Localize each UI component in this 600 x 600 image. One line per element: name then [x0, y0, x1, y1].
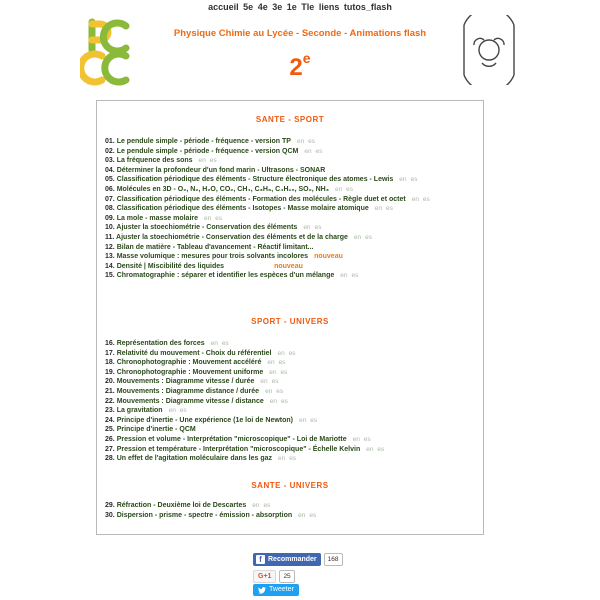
lang-link-en[interactable]: en — [411, 195, 419, 203]
lang-link-es[interactable]: es — [314, 224, 322, 232]
lang-link-en[interactable]: en — [299, 416, 307, 424]
list-item[interactable]: 02. Le pendule simple - période - fréquence - version QCM en es — [105, 147, 323, 155]
activity-link[interactable]: Représentation des forces — [116, 340, 205, 347]
new-badge: nouveau — [274, 262, 303, 270]
grade-heading: 2e — [289, 50, 311, 81]
list-item[interactable]: 22. Mouvements : Diagramme vitesse / distance en es — [105, 397, 288, 405]
lang-link-en[interactable]: en — [278, 455, 286, 463]
lang-link-en[interactable]: en — [260, 378, 268, 386]
activity-link[interactable]: Bilan de matière - Tableau d'avancement - Réactif limitant... — [116, 243, 314, 251]
activity-link[interactable]: Classification périodique des éléments - Isotopes - Masse molaire atomique — [116, 205, 369, 213]
activity-link[interactable]: Densité | Miscibilité des liquides — [116, 262, 225, 270]
lang-link-en[interactable]: en — [340, 272, 348, 280]
activity-link[interactable]: Classification périodique des éléments - Structure électronique des atomes - Lewis — [116, 176, 394, 184]
lang-link-en[interactable]: en — [366, 445, 374, 453]
lang-link-es[interactable]: es — [309, 511, 317, 519]
facebook-recommend-widget — [253, 552, 343, 566]
lang-link-es[interactable]: es — [289, 455, 297, 463]
lang-link-es[interactable]: es — [280, 368, 288, 376]
list-item[interactable]: 15. Chromatographie : séparer et identifier les espèces d'un mélange en es — [105, 272, 359, 280]
list-item[interactable]: 12. Bilan de matière - Tableau d'avancement - Réactif limitant... — [105, 243, 314, 251]
nav-link-liens[interactable]: liens — [318, 2, 340, 12]
lang-link-en[interactable]: en — [210, 340, 218, 347]
activity-link[interactable]: Le pendule simple - période - fréquence - version TP — [116, 138, 291, 145]
list-item[interactable]: 14. Densité | Miscibilité des liquides nouveau — [105, 262, 303, 270]
activity-list-sante-univers — [105, 501, 485, 520]
lang-link-en[interactable]: en — [353, 233, 362, 241]
lang-link-en[interactable]: en — [352, 435, 360, 443]
lang-link-es[interactable]: es — [365, 233, 372, 241]
activity-link[interactable]: Pression et volume - Interprétation "microscopique" - Loi de Mariotte — [116, 435, 347, 443]
lang-link-es[interactable]: es — [315, 147, 323, 155]
lang-link-en[interactable]: en — [204, 214, 212, 222]
new-badge: nouveau — [314, 253, 343, 261]
activity-link[interactable]: Mouvements : Diagramme distance / durée — [116, 387, 260, 395]
lang-link-es[interactable]: es — [221, 340, 229, 347]
activity-list-sport-univers — [105, 339, 485, 464]
lang-link-en[interactable]: en — [303, 224, 311, 232]
list-item[interactable]: 29. Réfraction - Deuxième loi de Descartes en es — [105, 502, 271, 509]
lang-link-en[interactable]: en — [198, 157, 206, 165]
lang-link-es[interactable]: es — [278, 359, 286, 367]
list-item[interactable]: 01. Le pendule simple - période - fréquence - version TP en es — [105, 138, 316, 145]
list-item[interactable]: 24. Principe d'inertie - Une expérience (1e loi de Newton) en es — [105, 416, 318, 424]
list-item[interactable]: 23. La gravitation en es — [105, 407, 187, 415]
list-item[interactable]: 06. Molécules en 3D - O₂, N₂, H₂O, CO₂, CH₄, C₃H₈, C₄H₁₀, SO₂, NH₃ en es — [105, 185, 354, 193]
lang-link-en[interactable]: en — [277, 349, 285, 357]
section-heading-sport-univers: SPORT - UNIVERS — [251, 317, 329, 326]
lang-link-es[interactable]: es — [385, 205, 393, 213]
activity-link[interactable]: Classification périodique des éléments - Formation des molécules - Règle duet et octet — [116, 195, 406, 203]
activity-link[interactable]: Molécules en 3D - O₂, N₂, H₂O, CO₂, CH₄, C₃H₈, C₄H₁₀, SO₂, NH₃ — [116, 185, 329, 193]
list-item[interactable]: 30. Dispersion - prisme - spectre - émission - absorption en es — [105, 511, 317, 519]
activity-list-sante-sport — [105, 137, 485, 281]
facebook-count: 168 — [324, 553, 343, 566]
lang-link-en[interactable]: en — [304, 147, 312, 155]
list-item[interactable]: 18. Chronophotographie : Mouvement accéléré en es — [105, 359, 286, 367]
facebook-recommend-button[interactable]: f Recommander — [253, 553, 321, 566]
activity-link[interactable]: Principe d'inertie - Une expérience (1e loi de Newton) — [116, 416, 294, 424]
lang-link-en[interactable]: en — [298, 511, 306, 519]
lang-link-en[interactable]: en — [269, 368, 277, 376]
lang-link-es[interactable]: es — [363, 435, 371, 443]
nav-link-tutos-flash[interactable]: tutos_flash — [343, 2, 392, 12]
activity-link[interactable]: Dispersion - prisme - spectre - émission - absorption — [116, 511, 293, 519]
decorative-gear-logo — [456, 15, 522, 85]
list-item[interactable]: 21. Mouvements : Diagramme distance / durée en es — [105, 387, 284, 395]
list-item[interactable]: 16. Représentation des forces en es — [105, 340, 229, 347]
lang-link-en[interactable]: en — [252, 502, 260, 509]
activity-link[interactable]: Le pendule simple - période - fréquence - version QCM — [116, 147, 299, 155]
list-item[interactable]: 20. Mouvements : Diagramme vitesse / durée en es — [105, 378, 279, 386]
lang-link-es[interactable]: es — [271, 378, 279, 386]
facebook-icon: f — [256, 555, 265, 564]
list-item[interactable]: 08. Classification périodique des éléments - Isotopes - Masse molaire atomique en es — [105, 205, 393, 213]
activity-link[interactable]: Pression et température - Interprétation "microscopique" - Échelle Kelvin — [116, 445, 361, 453]
top-navigation — [0, 2, 600, 12]
lang-link-es[interactable]: es — [422, 195, 430, 203]
activity-link[interactable]: Mouvements : Diagramme vitesse / distance — [116, 397, 264, 405]
lang-link-es[interactable]: es — [263, 502, 271, 509]
lang-link-es[interactable]: es — [276, 387, 284, 395]
list-item[interactable]: 17. Relativité du mouvement - Choix du référentiel en es — [105, 349, 296, 357]
lang-link-es[interactable]: es — [351, 272, 359, 280]
lang-link-en[interactable]: en — [334, 185, 343, 193]
list-item[interactable]: 27. Pression et température - Interprétation "microscopique" - Échelle Kelvin en es — [105, 445, 385, 453]
lang-link-es[interactable]: es — [346, 185, 354, 193]
list-item[interactable]: 07. Classification périodique des éléments - Formation des molécules - Règle duet et octet en es — [105, 195, 430, 203]
activity-link[interactable]: La fréquence des sons — [116, 157, 193, 165]
lang-link-es[interactable]: es — [280, 397, 288, 405]
list-item[interactable]: 26. Pression et volume - Interprétation "microscopique" - Loi de Mariotte en es — [105, 435, 371, 443]
activity-link[interactable]: Ajuster la stoechiométrie - Conservation des éléments — [116, 224, 298, 232]
activity-link[interactable]: La mole - masse molaire — [116, 214, 199, 222]
lang-link-es[interactable]: es — [209, 157, 217, 165]
nav-link-1e[interactable]: 1e — [286, 2, 297, 12]
list-item[interactable]: 05. Classification périodique des éléments - Structure électronique des atomes - Lewis en es — [105, 176, 418, 184]
list-item[interactable]: 04. Déterminer la profondeur d'un fond marin - Ultrasons - SONAR — [105, 166, 326, 174]
lang-link-es[interactable]: es — [410, 176, 418, 184]
activity-link[interactable]: Chronophotographie : Mouvement uniforme — [116, 368, 264, 376]
twitter-widget — [253, 584, 299, 596]
activity-link[interactable]: Relativité du mouvement - Choix du référentiel — [116, 349, 272, 357]
nav-link-accueil[interactable]: accueil — [208, 2, 239, 12]
lang-link-es[interactable]: es — [288, 349, 296, 357]
lang-link-en[interactable]: en — [269, 397, 277, 405]
list-item[interactable]: 09. La mole - masse molaire en es — [105, 214, 223, 222]
lang-link-en[interactable]: en — [374, 205, 382, 213]
list-item[interactable]: 19. Chronophotographie : Mouvement uniforme en es — [105, 368, 288, 376]
lang-link-es[interactable]: es — [308, 138, 316, 145]
activity-link[interactable]: Déterminer la profondeur d'un fond marin - Ultrasons - SONAR — [116, 166, 326, 174]
list-item[interactable]: 11. Ajuster la stoechiométrie - Conservation des éléments et de la charge en es — [105, 233, 372, 241]
list-item[interactable]: 10. Ajuster la stoechiométrie - Conservation des éléments en es — [105, 224, 322, 232]
nav-link-4e[interactable]: 4e — [257, 2, 268, 12]
lang-link-es[interactable]: es — [215, 214, 223, 222]
activity-link[interactable]: Un effet de l'agitation moléculaire dans les gaz — [116, 455, 272, 463]
lang-link-en[interactable]: en — [399, 176, 407, 184]
nav-link-5e[interactable]: 5e — [243, 2, 254, 12]
section-heading-sante-sport: SANTE - SPORT — [255, 115, 325, 124]
section-heading-sante-univers: SANTE - UNIVERS — [251, 481, 329, 490]
lang-link-es[interactable]: es — [310, 416, 318, 424]
activity-link[interactable]: Masse volumique : mesures pour trois solvants incolores — [116, 253, 309, 261]
list-item[interactable]: 28. Un effet de l'agitation moléculaire dans les gaz en es — [105, 455, 297, 463]
list-item[interactable]: 13. Masse volumique : mesures pour trois solvants incolores nouveau — [105, 253, 343, 261]
tweet-button[interactable]: Tweeter — [253, 584, 299, 596]
activity-link[interactable]: Principe d'inertie - QCM — [116, 426, 196, 434]
activity-link[interactable]: Ajuster la stoechiométrie - Conservation des éléments et de la charge — [116, 233, 348, 241]
list-item[interactable]: 03. La fréquence des sons en es — [105, 157, 217, 165]
list-item[interactable]: 25. Principe d'inertie - QCM — [105, 426, 196, 434]
activity-link[interactable]: Chronophotographie : Mouvement accéléré — [116, 359, 262, 367]
lang-link-en[interactable]: en — [267, 359, 275, 367]
activity-link[interactable]: Mouvements : Diagramme vitesse / durée — [116, 378, 255, 386]
gplus-widget — [253, 569, 295, 583]
gplus-button[interactable]: G+1 — [253, 570, 276, 583]
nav-link-tle[interactable]: Tle — [301, 2, 315, 12]
page-subtitle: Physique Chimie au Lycée - Seconde - Animations flash — [173, 28, 427, 39]
nav-link-3e[interactable]: 3e — [272, 2, 283, 12]
activity-link[interactable]: Réfraction - Deuxième loi de Descartes — [116, 502, 247, 509]
twitter-bird-icon — [258, 587, 266, 594]
lang-link-es[interactable]: es — [179, 407, 187, 415]
lang-link-es[interactable]: es — [377, 445, 385, 453]
gplus-count: 25 — [279, 570, 294, 583]
content-panel — [96, 100, 484, 535]
lang-link-en[interactable]: en — [168, 407, 176, 415]
lang-link-en[interactable]: en — [265, 387, 273, 395]
activity-link[interactable]: Chromatographie : séparer et identifier les espèces d'un mélange — [116, 272, 335, 280]
lang-link-en[interactable]: en — [296, 138, 305, 145]
activity-link[interactable]: La gravitation — [116, 407, 163, 415]
